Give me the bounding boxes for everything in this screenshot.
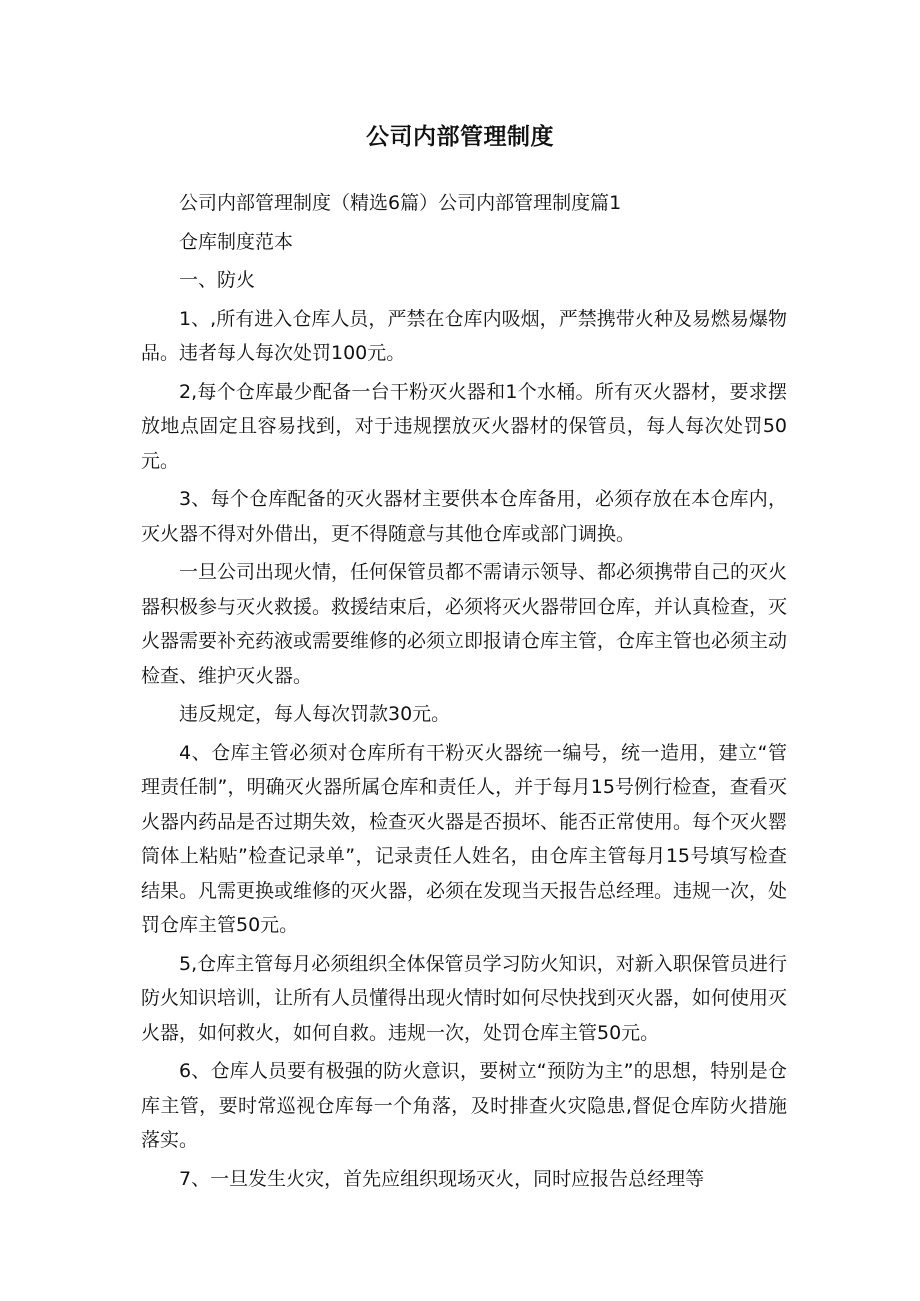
paragraph-rule-2: 2,每个仓库最少配备一台干粉灭火器和1个水桶。所有灭火器材，要求摆放地点固定且容易找到，对于违规摆放灭火器材的保管员，每人每次处罚50元。 — [141, 380, 787, 472]
paragraph-subheading-fire: 一、防火 — [179, 269, 256, 291]
paragraph-rule-6: 6、仓库人员要有极强的防火意识，要树立“预防为主”的思想，特别是仓库主管，要时常巡视仓库每一个角落，及时排查火灾隐患,督促仓库防火措施落实。 — [141, 1060, 787, 1151]
paragraph-rule-7: 7、一旦发生火灾，首先应组织现场灭火，同时应报告总经理等 — [179, 1167, 705, 1190]
document-title: 公司内部管理制度 — [366, 124, 554, 150]
paragraph-rule-1: 1、,所有进入仓库人员，严禁在仓库内吸烟，严禁携带火种及易燃易爆物品。违者每人每次处罚100元。 — [141, 307, 787, 364]
paragraph-penalty: 违反规定，每人每次罚款30元。 — [179, 703, 451, 725]
paragraph-intro: 公司内部管理制度（精选6篇）公司内部管理制度篇1 — [179, 192, 622, 214]
paragraph-rule-4: 4、仓库主管必须对仓库所有干粉灭火器统一编号，统一造用，建立“管理责任制”，明确灭火器所属仓库和责任人，并于每月15号例行检查，查看灭火器内药品是否过期失效，检查灭火器是否损坏、能否正常使用。每个灭火罂筒体上粘贴”检查记录单”，记录责任人姓名，由仓库主管每月15号填写检查结果。凡需更换或维修的灭火器，必须在发现当天报告总经理。违规一次，处罚仓库主管50元。 — [141, 741, 788, 936]
paragraph-rule-5: 5,仓库主管每月必须组织全体保管员学习防火知识，对新入职保管员进行防火知识培训，让所有人员懂得出现火情时如何尽快找到灭火器，如何使用灭火器，如何救火，如何自救。违规一次，处罚仓库主管50元。 — [141, 952, 788, 1044]
paragraph-rule-3: 3、每个仓库配备的灭火器材主要供本仓库备用，必须存放在本仓库内，灭火器不得对外借出，更不得随意与其他仓库或部门调换。 — [141, 488, 787, 545]
paragraph-section-heading: 仓库制度范本 — [179, 230, 294, 253]
document-body — [141, 186, 787, 1200]
paragraph-fire-response: 一旦公司出现火情，任何保管员都不需请示领导、都必须携带自己的灭火器积极参与灭火救援。救援结束后，必须将灭火器带回仓库，并认真检查，灭火器需要补充药液或需要维修的必须立即报请仓库主管，仓库主管也必须主动检查、维护灭火器。 — [141, 561, 788, 687]
